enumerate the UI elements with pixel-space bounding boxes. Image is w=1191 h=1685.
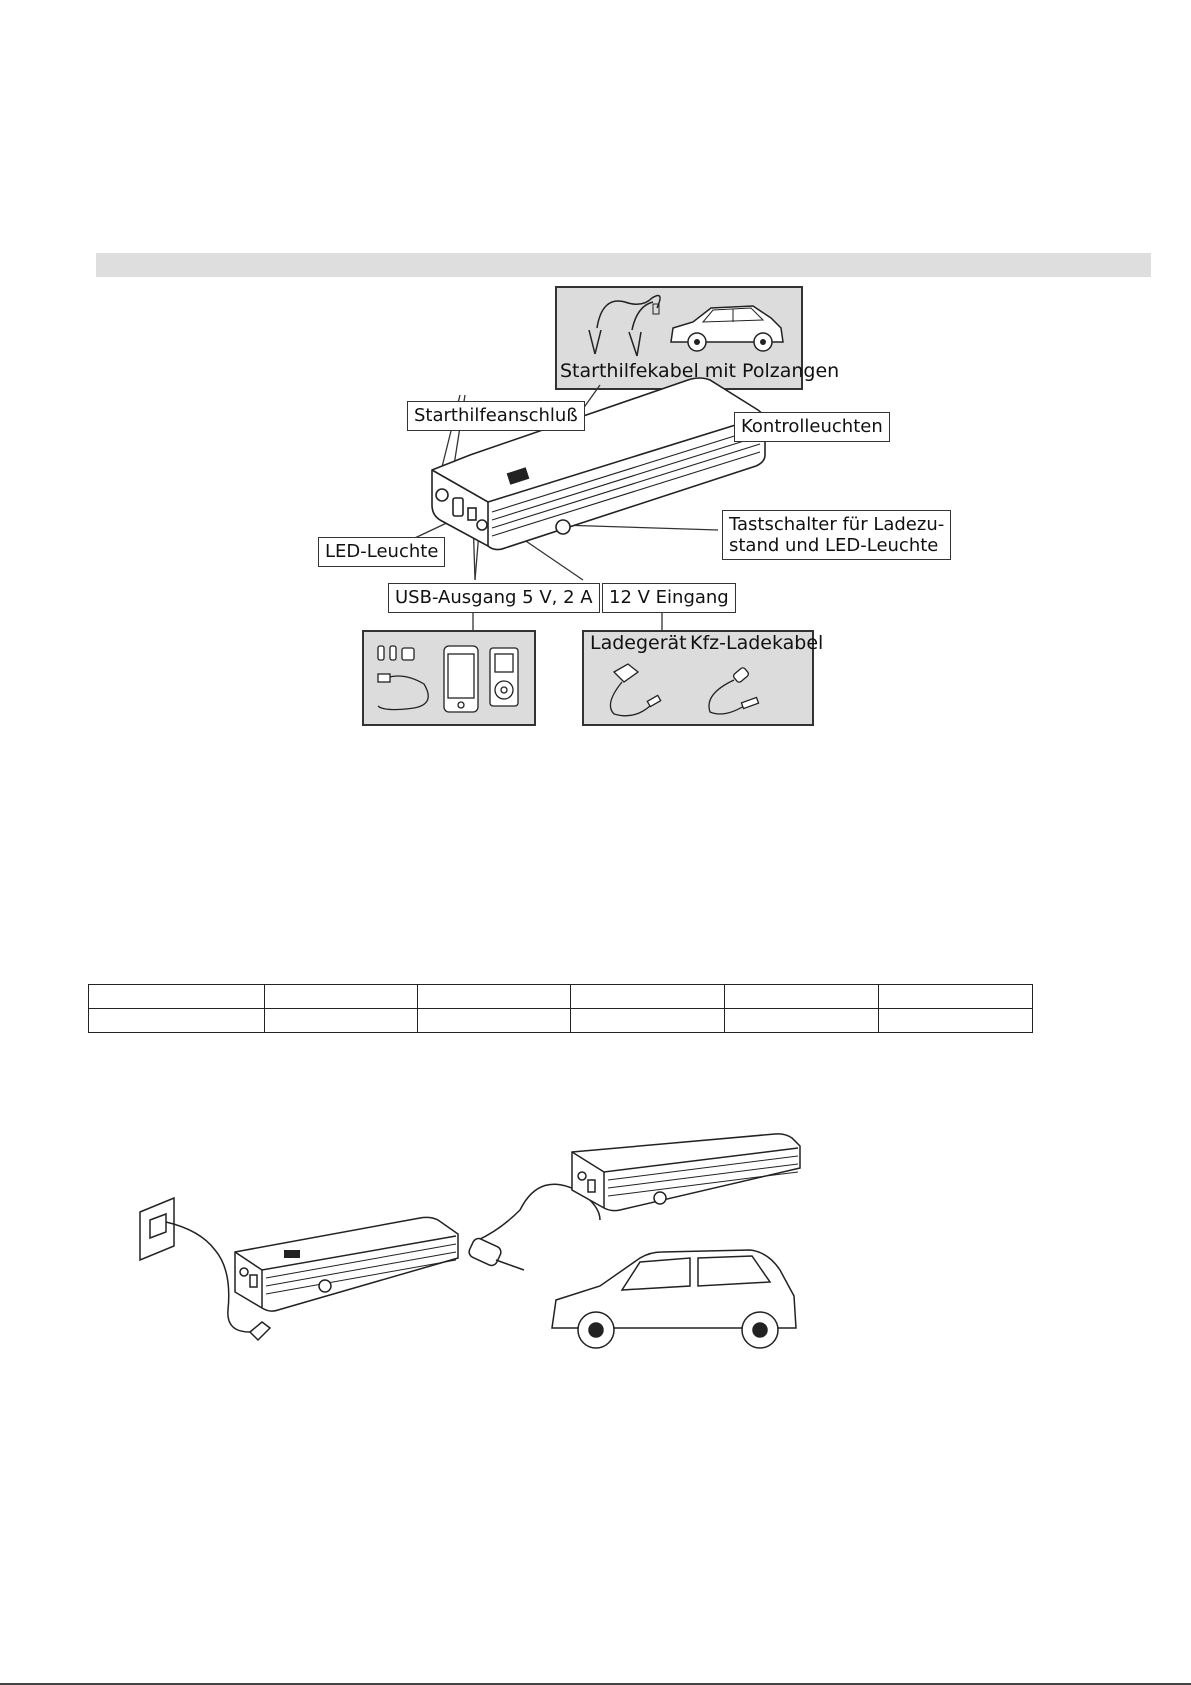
- power-bank-charging-right: [572, 1134, 800, 1211]
- table-cell: [89, 1009, 265, 1033]
- power-bank-illustration: [0, 0, 1191, 740]
- table-cell: [418, 985, 571, 1009]
- car-cable-caption: Kfz-Ladekabel: [690, 632, 824, 654]
- charger-and-car-cable-icon: [584, 654, 812, 724]
- device-overview-figure: [0, 0, 1191, 740]
- table-row: [89, 1009, 1033, 1033]
- led-light-label: LED-Leuchte: [318, 537, 445, 567]
- table-cell: [879, 1009, 1033, 1033]
- jump-cable-caption: Starthilfekabel mit Polzangen: [560, 360, 840, 382]
- usb-devices-box: [362, 630, 536, 726]
- table-row: [89, 985, 1033, 1009]
- charger-box: [582, 630, 824, 726]
- power-bank-charging-left: [235, 1217, 458, 1311]
- car-icon: [552, 1250, 796, 1348]
- table-cell: [571, 1009, 725, 1033]
- table-cell: [265, 1009, 418, 1033]
- charging-illustration: [0, 1110, 1191, 1410]
- usb-devices-icon: [364, 632, 534, 724]
- table-cell: [418, 1009, 571, 1033]
- indicator-lights-label: Kontrolleuchten: [734, 412, 890, 442]
- table-cell: [571, 985, 725, 1009]
- spec-table: [88, 984, 1033, 1033]
- push-button-label: Tastschalter für Ladezu- stand und LED-Leuchte: [722, 510, 951, 560]
- charger-caption: Ladegerät: [590, 632, 687, 654]
- usb-output-label: USB-Ausgang 5 V, 2 A: [388, 583, 600, 613]
- table-cell: [879, 985, 1033, 1009]
- car-plug-icon: [467, 1237, 503, 1268]
- jump-port-label: Starthilfeanschluß: [407, 401, 585, 431]
- table-cell: [725, 1009, 879, 1033]
- input-12v-label: 12 V Eingang: [602, 583, 736, 613]
- table-cell: [89, 985, 265, 1009]
- table-cell: [725, 985, 879, 1009]
- table-cell: [265, 985, 418, 1009]
